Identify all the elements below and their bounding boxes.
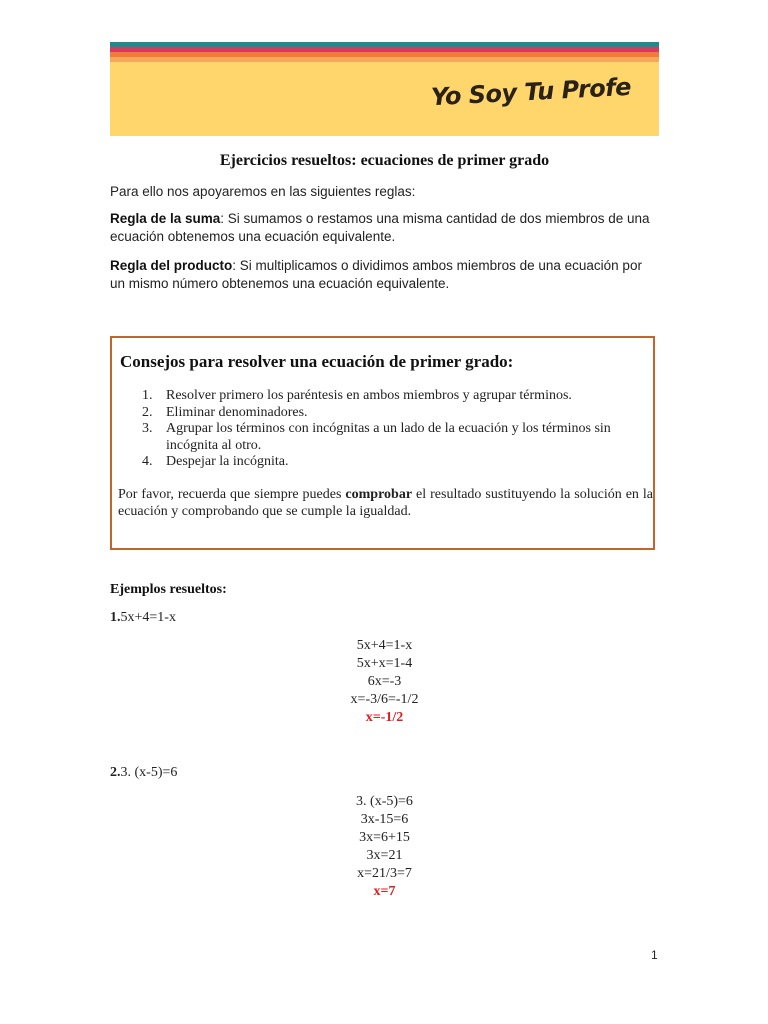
example-number: 2.	[110, 765, 121, 780]
solution-step: x=21/3=7	[357, 866, 412, 881]
list-item	[142, 405, 652, 422]
tips-note-before: Por favor, recuerda que siempre puedes	[118, 487, 346, 502]
rule-sum	[110, 210, 659, 246]
example-2-statement	[110, 765, 177, 781]
solution-answer: x=7	[373, 884, 396, 899]
list-item-text: Agrupar los términos con incógnitas a un lado de la ecuación y los términos sin incógnita al otro.	[166, 421, 611, 453]
example-equation: 3. (x-5)=6	[120, 765, 178, 780]
list-item	[142, 454, 652, 471]
page-number: 1	[651, 948, 658, 962]
list-item-number: 4.	[142, 454, 153, 469]
solution-step: 3x=6+15	[359, 830, 410, 845]
solution-step: 5x+x=1-4	[356, 656, 413, 671]
list-item	[142, 421, 652, 454]
solution-step: x=-3/6=-1/2	[350, 692, 419, 707]
tips-note	[118, 486, 653, 520]
rule-sum-name: Regla de la suma	[110, 211, 221, 226]
rule-product-text: : Si multiplicamos o dividimos ambos miembros de una ecuación por un mismo número obtenemos una ecuación equivalente.	[110, 258, 642, 291]
page-title: Ejercicios resueltos: ecuaciones de primer grado	[219, 152, 550, 169]
list-item-number: 1.	[142, 388, 153, 403]
list-item-text: Eliminar denominadores.	[166, 404, 308, 420]
tips-box	[110, 336, 655, 550]
list-item-number: 2.	[142, 404, 153, 420]
intro-text: Para ello nos apoyaremos en las siguientes reglas:	[110, 184, 416, 199]
solution-step: 3x-15=6	[360, 812, 409, 827]
solution-step: 5x+4=1-x	[356, 638, 413, 653]
example-number: 1.	[110, 610, 121, 625]
example-1-steps	[110, 637, 659, 727]
solution-step: 6x=-3	[367, 674, 402, 689]
brand-logo: Yo Soy Tu Profe	[430, 72, 632, 112]
rule-sum-text: : Si sumamos o restamos una misma cantidad de dos miembros de una ecuación obtenemos una ecuación equivalente.	[110, 211, 650, 244]
list-item-text: Resolver primero los paréntesis en ambos miembros y agrupar términos.	[166, 388, 572, 403]
example-equation: 5x+4=1-x	[120, 610, 176, 625]
example-1-statement	[110, 610, 176, 626]
banner-stripe-peach	[110, 57, 659, 62]
solution-answer: x=-1/2	[365, 710, 404, 725]
tips-note-bold: comprobar	[345, 487, 413, 502]
tips-note-after: el resultado sustituyendo la solución en la ecuación y comprobando que se cumple la igualdad.	[118, 487, 653, 519]
solution-step: 3. (x-5)=6	[356, 794, 413, 809]
examples-heading: Ejemplos resueltos:	[110, 582, 227, 597]
list-item-text: Despejar la incógnita.	[166, 454, 289, 469]
rule-product-name: Regla del producto	[110, 258, 233, 273]
solution-step: 3x=21	[366, 848, 403, 863]
example-2-steps	[110, 793, 659, 901]
tips-title: Consejos para resolver una ecuación de primer grado:	[120, 352, 514, 371]
header-banner	[110, 42, 659, 136]
list-item-number: 3.	[142, 421, 153, 436]
list-item	[142, 388, 652, 405]
rule-product	[110, 257, 659, 293]
tips-list	[142, 388, 652, 471]
